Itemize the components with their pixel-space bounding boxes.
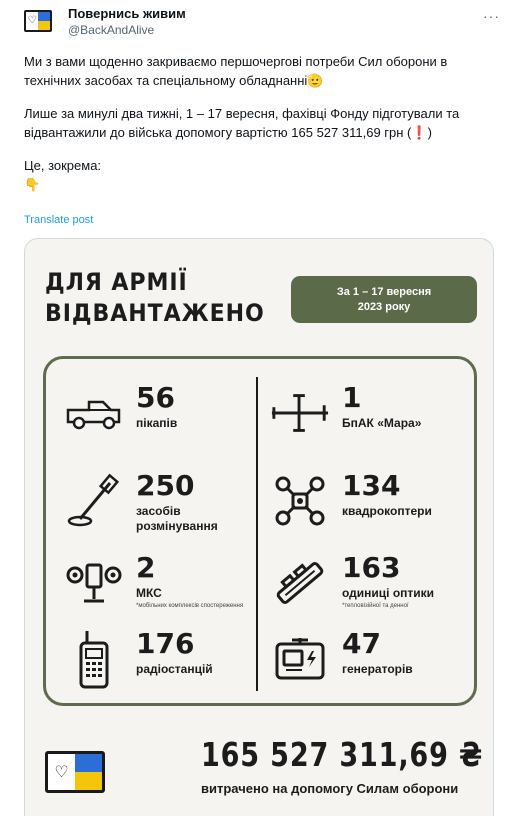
stat-demining xyxy=(64,471,264,541)
stat-label: радіостанцій xyxy=(136,662,213,676)
total-caption: витрачено на допомогу Силам оборони xyxy=(201,781,459,796)
user-handle[interactable]: @BackAndAlive xyxy=(68,23,155,37)
stat-generators xyxy=(270,629,470,699)
generator-icon xyxy=(270,629,330,689)
title-line: ВІДВАНТАЖЕНО xyxy=(45,299,265,327)
stat-label-line: засобів xyxy=(136,504,181,518)
translate-post-link[interactable]: Translate post xyxy=(24,214,94,226)
avatar[interactable] xyxy=(24,10,52,32)
heart-icon: ♡ xyxy=(27,15,37,26)
stat-label: пікапів xyxy=(136,416,178,430)
post-paragraph: Ми з вами щоденно закриваємо першочергові потреби Сил оборони в технічних засобах та спеціальному обладнанні🫡 xyxy=(24,54,448,88)
heart-icon: ♡ xyxy=(54,764,69,781)
infographic-title xyxy=(45,267,265,329)
fund-logo xyxy=(45,751,105,793)
post-header xyxy=(24,4,504,40)
stat-label: одиниці оптики xyxy=(342,586,435,600)
demining-detector-icon xyxy=(64,471,124,531)
stat-note: *мобільних комплексів спостереження xyxy=(136,603,244,609)
stat-label: квадрокоптери xyxy=(342,504,432,518)
more-options-button[interactable]: ··· xyxy=(483,8,500,24)
stat-radios xyxy=(64,629,264,699)
display-name[interactable]: Повернись живим xyxy=(68,6,186,21)
stat-label: МКС xyxy=(136,586,162,600)
surveillance-camera-icon xyxy=(64,553,124,613)
date-badge xyxy=(291,276,477,323)
pickup-truck-icon xyxy=(64,383,124,443)
stat-number: 250 xyxy=(136,469,195,502)
date-line: За 1 – 17 вересня xyxy=(336,285,432,298)
stat-mks xyxy=(64,553,264,623)
total-amount: 165 527 311,69 ₴ xyxy=(201,735,484,774)
stat-number: 163 xyxy=(342,551,401,584)
uav-icon xyxy=(270,383,330,443)
stat-number: 47 xyxy=(342,627,381,660)
stat-label xyxy=(136,504,218,534)
quadcopter-icon xyxy=(270,471,330,531)
stat-number: 134 xyxy=(342,469,401,502)
post-paragraph: Лише за минулі два тижні, 1 – 17 вересня, фахівці Фонду підготували та відвантажили до війська допомогу вартістю 165 527 311,69 грн (❗) xyxy=(24,106,460,140)
optics-icon xyxy=(270,553,330,613)
stat-pickups xyxy=(64,383,264,453)
radio-station-icon xyxy=(64,629,124,689)
stat-number: 56 xyxy=(136,381,175,414)
stat-number: 2 xyxy=(136,551,156,584)
items-panel xyxy=(43,356,477,706)
stat-quadcopters xyxy=(270,471,470,541)
post-text xyxy=(24,52,492,208)
stat-number: 176 xyxy=(136,627,195,660)
ukraine-flag-icon xyxy=(38,12,50,30)
title-line: ДЛЯ АРМІЇ xyxy=(45,268,188,296)
date-line: 2023 року xyxy=(357,300,411,313)
post-paragraph: Це, зокрема: 👇 xyxy=(24,158,102,192)
stat-number: 1 xyxy=(342,381,362,414)
infographic-image[interactable] xyxy=(24,238,494,816)
stat-label-line: розмінування xyxy=(136,519,218,533)
stat-uav xyxy=(270,383,470,453)
stat-label: генераторів xyxy=(342,662,413,676)
stat-label: БпАК «Мара» xyxy=(342,416,422,430)
stat-note: *тепловізійної та денної xyxy=(342,603,409,609)
stat-optics xyxy=(270,553,470,623)
ukraine-flag-icon xyxy=(75,754,102,790)
